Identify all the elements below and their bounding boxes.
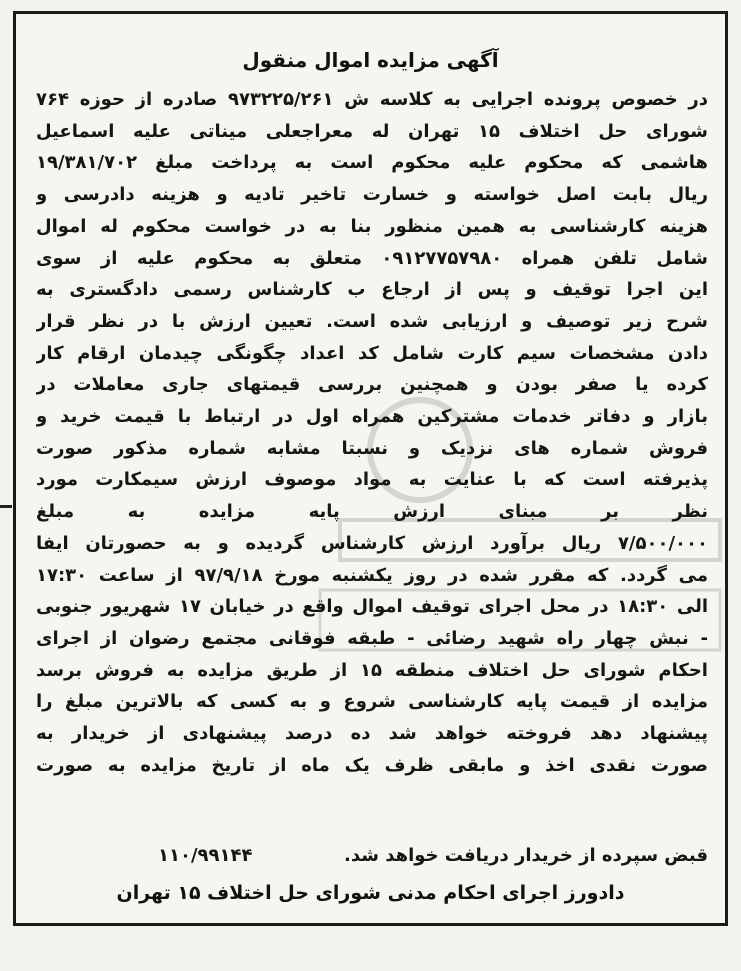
body-line: فروش شماره های نزدیک و نسبتا مشابه شماره مذکور صورت: [36, 437, 708, 459]
body-line: می گردد. که مقرر شده در روز یکشنبه مورخ ۹۷/۹/۱۸ از ساعت ۱۷:۳۰: [36, 564, 708, 586]
body-line: هزینه کارشناسی به همین منظور بنا به در خواست محکوم له اموال: [36, 215, 708, 237]
body-line: هاشمی که محکوم علیه محکوم است به پرداخت مبلغ ۱۹/۳۸۱/۷۰۲: [36, 152, 708, 174]
body-line: شورای حل اختلاف ۱۵ تهران له معراجعلی میناتی علیه اسماعیل: [36, 120, 708, 142]
notice-title: آگهی مزایده اموال منقول: [242, 48, 499, 72]
body-line: مزایده از قیمت پایه کارشناسی شروع و به کسی که بالاترین مبلغ را: [36, 691, 708, 713]
notice-body: [36, 84, 708, 781]
body-line: بازار و دفاتر خدمات مشترکین همراه اول در ارتباط با قیمت خرید و: [36, 406, 708, 428]
reference-code: ۱۱۰/۹۹۱۴۴: [158, 845, 253, 866]
body-line: در خصوص پرونده اجرایی به کلاسه ش ۹۷۳۲۲۵/۲۶۱ صادره از حوزه ۷۶۴: [36, 89, 708, 110]
body-line: ۷/۵۰۰/۰۰۰ ریال برآورد ارزش کارشناس گردیده و به حصورتان ایفا: [36, 532, 708, 554]
body-line: دادن مشخصات سیم کارت شامل کد اعداد چگونگی چیدمان ارقام کار: [36, 342, 708, 364]
body-line: شامل تلفن همراه ۰۹۱۲۷۷۵۷۹۸۰ متعلق به محکوم علیه از سوی: [36, 247, 708, 269]
body-line: پذیرفته است که با عنایت به مواد موصوف ارزش سیمکارت مورد: [36, 469, 708, 491]
body-line: الی ۱۸:۳۰ در محل اجرای توقیف اموال واقع در خیابان ۱۷ شهریور جنوبی: [36, 596, 708, 618]
body-line: نظر بر مبنای ارزش پایه مزایده به مبلغ: [36, 501, 708, 523]
closing-text: قبض سپرده از خریدار دریافت خواهد شد.: [344, 845, 708, 866]
body-line: این اجرا توقیف و پس از ارجاع ب کارشناس رسمی دادگستری به: [36, 279, 708, 301]
body-line: پیشنهاد دهد فروخته خواهد شد ده درصد پیشنهادی از خریدار به: [36, 723, 708, 745]
body-line: ریال بابت اصل خواسته و خسارت تاخیر تادیه و هزینه دادرسی و: [36, 184, 708, 206]
body-line: - نبش چهار راه شهید رضائی - طبقه فوقانی مجتمع رضوان از اجرای: [36, 627, 708, 649]
body-line: شرح زیر توصیف و ارزیابی شده است. تعیین ارزش با در نظر قرار: [36, 310, 708, 332]
body-line: کرده یا صفر بودن و همچنین بررسی قیمتهای جاری معاملات در: [36, 374, 708, 396]
body-line: احکام شورای حل اختلاف منطقه ۱۵ از طریق مزایده به فروش برسد: [36, 659, 708, 681]
page-edge-mark: [0, 505, 12, 508]
closing-line: [36, 845, 708, 877]
body-line: صورت نقدی اخذ و مابقی ظرف یک ماه از تاریخ مزایده به صورت: [36, 754, 708, 776]
signature-line: دادورز اجرای احکام مدنی شورای حل اختلاف ۱۵ تهران: [116, 882, 625, 904]
